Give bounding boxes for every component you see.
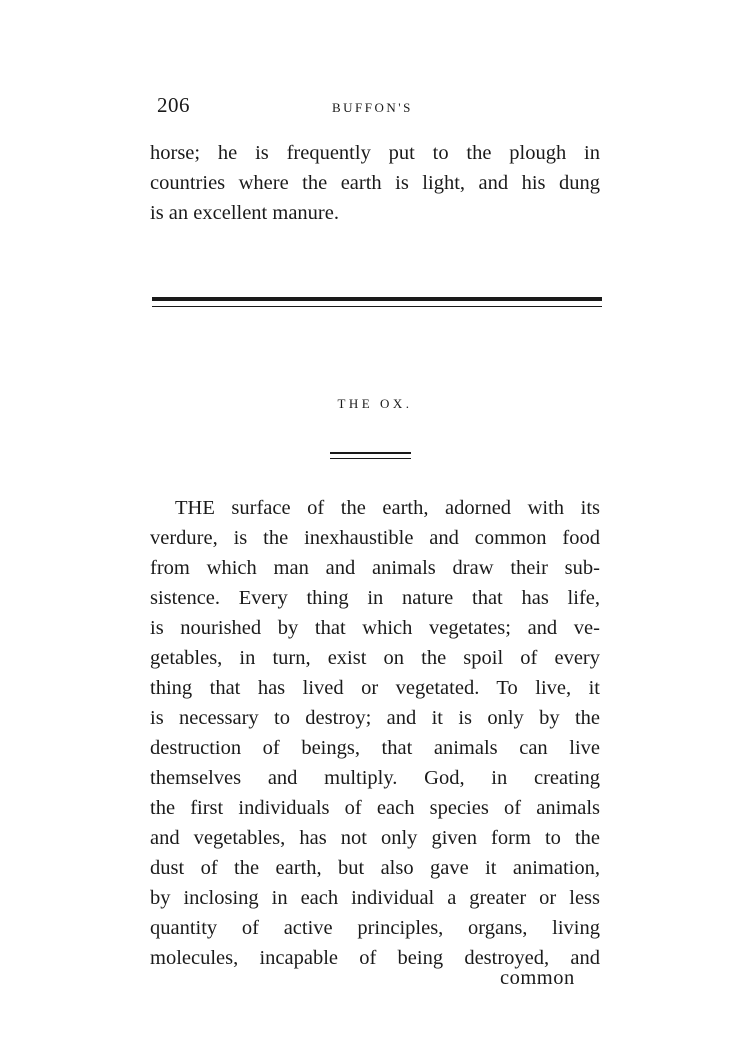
text-line: is an excellent manure. (150, 202, 339, 224)
text-line: themselves and multiply. God, in creating (150, 767, 600, 789)
text-line: is nourished by that which vegetates; and ve- (150, 617, 600, 639)
text-line: countries where the earth is light, and his dung (150, 172, 600, 194)
text-line: and vegetables, has not only given form to the (150, 827, 600, 849)
title-rule-lower (330, 458, 411, 459)
text-line: verdure, is the inexhaustible and common food (150, 527, 600, 549)
section-divider-thin (152, 306, 602, 307)
catchword: common (500, 967, 575, 989)
text-line: destruction of beings, that animals can live (150, 737, 600, 759)
text-line: quantity of active principles, organs, living (150, 917, 600, 939)
section-divider-thick (152, 297, 602, 301)
text-line: the first individuals of each species of animals (150, 797, 600, 819)
text-line: is necessary to destroy; and it is only by the (150, 707, 600, 729)
text-line: by inclosing in each individual a greater or less (150, 887, 600, 909)
running-head: BUFFON'S (332, 100, 413, 115)
text-line: from which man and animals draw their sub- (150, 557, 600, 579)
text-line: THE surface of the earth, adorned with its (175, 497, 600, 519)
text-line: dust of the earth, but also gave it animation, (150, 857, 600, 879)
page-number: 206 (157, 93, 190, 117)
text-line: thing that has lived or vegetated. To live, it (150, 677, 600, 699)
title-rule-upper (330, 452, 411, 454)
top-paragraph (150, 138, 610, 228)
text-line: sistence. Every thing in nature that has life, (150, 587, 600, 609)
text-line: getables, in turn, exist on the spoil of every (150, 647, 600, 669)
main-paragraph (150, 493, 610, 973)
text-line: horse; he is frequently put to the plough in (150, 142, 600, 164)
section-title: THE OX. (337, 396, 413, 411)
text-line: molecules, incapable of being destroyed, and (150, 947, 600, 969)
